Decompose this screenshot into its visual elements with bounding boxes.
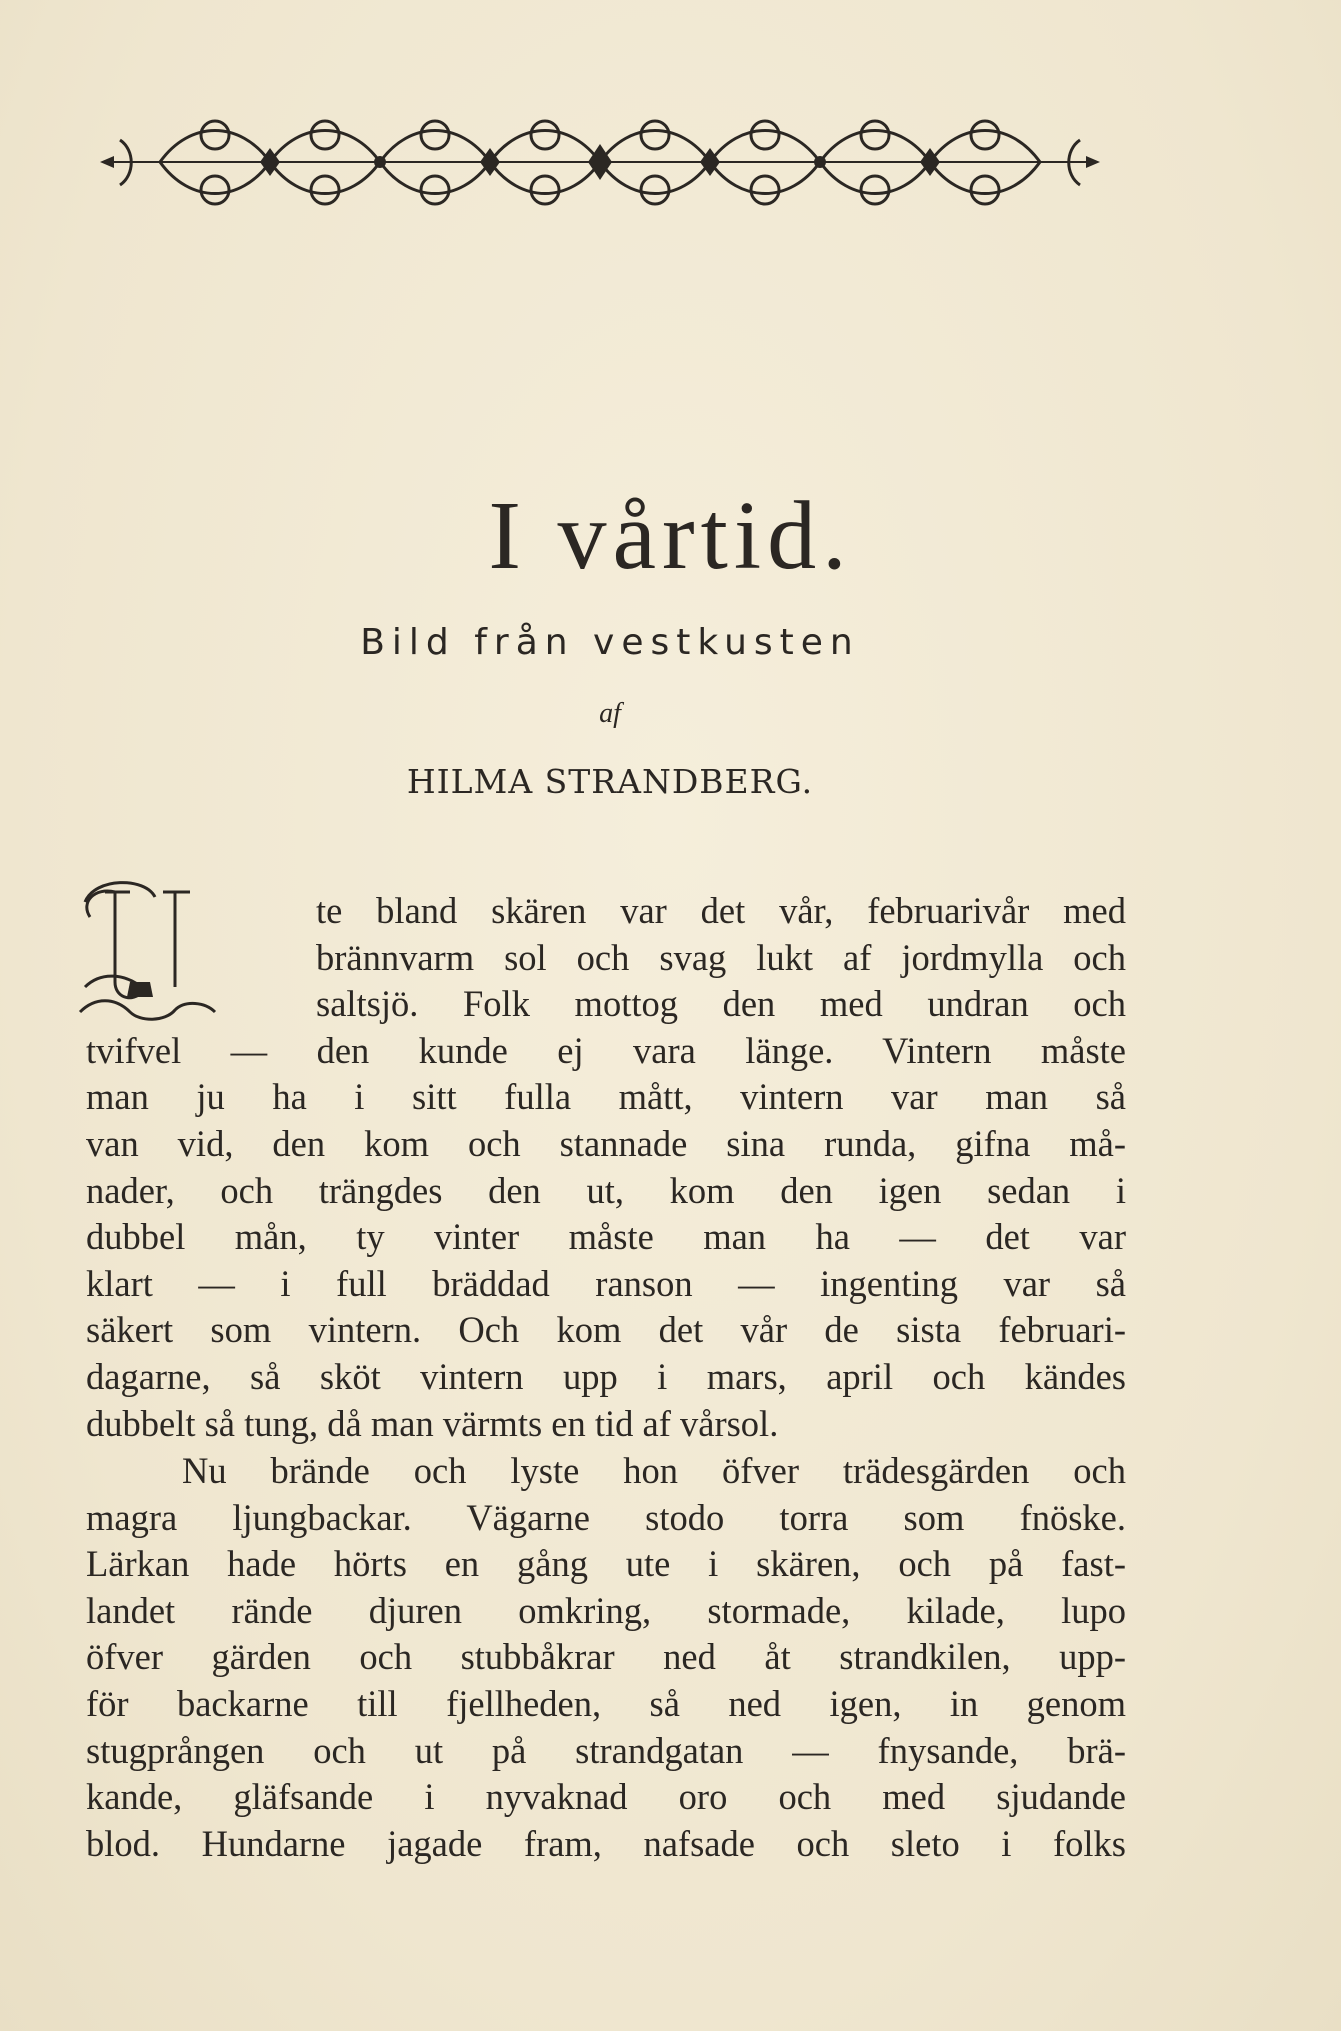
author-name: HILMA STRANDBERG. xyxy=(406,762,814,801)
text-line: öfver gärden och stubbåkrar ned åt strandkilen, upp- xyxy=(86,1636,1126,1678)
text-line: kande, gläfsande i nyvaknad oro och med sjudande xyxy=(86,1776,1126,1818)
text-line: Nu brände och lyste hon öfver trädesgärden och xyxy=(182,1450,1126,1491)
text-line: nader, och trängdes den ut, kom den igen sedan i xyxy=(86,1169,1126,1211)
text-line: te bland skären var det vår, februarivår med xyxy=(316,890,1126,931)
text-line: blod. Hundarne jagade fram, nafsade och sleto i folks xyxy=(86,1822,1126,1864)
text-line: magra ljungbackar. Vägarne stodo torra som fnöske. xyxy=(86,1496,1126,1538)
text-line: stugprången och ut på strandgatan — fnysande, brä- xyxy=(86,1729,1126,1771)
chapter-subtitle: Bild från vestkusten xyxy=(360,622,860,663)
text-line: dagarne, så sköt vintern upp i mars, april och kändes xyxy=(86,1355,1126,1397)
text-line: van vid, den kom och stannade sina runda, gifna må- xyxy=(86,1122,1126,1164)
paragraph-2 xyxy=(86,1448,1126,1867)
byline-prefix: af xyxy=(599,698,621,729)
text-line: landet rände djuren omkring, stormade, kilade, lupo xyxy=(86,1589,1126,1631)
text-line: Lärkan hade hörts en gång ute i skären, och på fast- xyxy=(86,1543,1126,1585)
header-ornament-icon xyxy=(100,100,1100,225)
text-line: dubbel mån, ty vinter måste man ha — det var xyxy=(86,1216,1126,1258)
text-line: dubbelt så tung, då man värmts en tid af vårsol. xyxy=(86,1402,779,1444)
text-line: för backarne till fjellheden, så ned igen, in genom xyxy=(86,1682,1126,1724)
text-line: klart — i full bräddad ranson — ingenting var så xyxy=(86,1262,1126,1304)
text-line: saltsjö. Folk mottog den med undran och xyxy=(316,983,1126,1025)
paragraph-1 xyxy=(86,888,1126,1447)
text-line: tvifvel — den kunde ej vara länge. Vintern måste xyxy=(86,1029,1126,1071)
text-line: man ju ha i sitt fulla mått, vintern var man så xyxy=(86,1076,1126,1118)
chapter-title: I vårtid. xyxy=(488,482,853,590)
text-line: brännvarm sol och svag lukt af jordmylla och xyxy=(316,936,1126,978)
text-line: säkert som vintern. Och kom det vår de sista februari- xyxy=(86,1309,1126,1351)
drop-cap-text: U xyxy=(115,984,116,985)
